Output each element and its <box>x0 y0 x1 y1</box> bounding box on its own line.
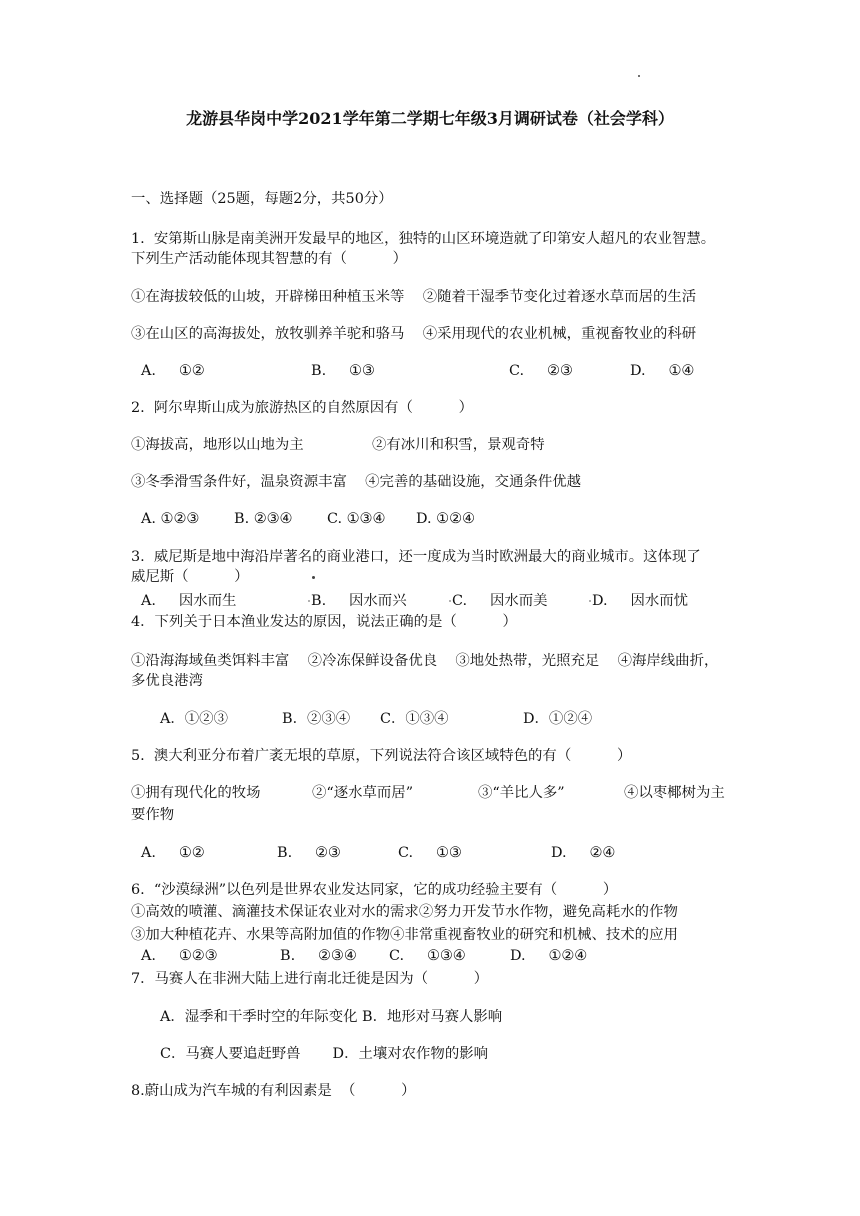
q1-option-c: C. ②③ <box>509 363 573 379</box>
q5-statement-4-cont: 要作物 <box>131 807 175 823</box>
q2-stem: 2. 阿尔卑斯山成为旅游热区的自然原因有（ ） <box>131 400 474 416</box>
q1-statements-1: ①在海拔较低的山坡，开辟梯田种植玉米等 ②随着干湿季节变化过着逐水草而居的生活 <box>131 289 697 305</box>
q4-option-c: C．①③④ <box>380 711 449 727</box>
q2-statement-2: ②有冰川和积雪，景观奇特 <box>372 437 545 453</box>
exam-title: 龙游县华岗中学2021学年第二学期七年级3月调研试卷（社会学科） <box>186 109 674 128</box>
q7-options-1: A．湿季和干季时空的年际变化 B．地形对马赛人影响 <box>160 1009 503 1025</box>
q2-option-c: C. ①③④ <box>327 511 386 527</box>
section-heading: 一、选择题（25题，每题2分，共50分） <box>131 191 393 207</box>
q8-stem: 8.蔚山成为汽车城的有利因素是 （ ） <box>131 1083 416 1099</box>
q7-stem: 7．马赛人在非洲大陆上进行南北迁徙是因为（ ） <box>131 971 489 987</box>
q1-stem-line2: 下列生产活动能体现其智慧的有（ ） <box>131 251 407 267</box>
q6-option-a: A. ①②③ <box>141 948 218 964</box>
page-mark-dot <box>638 75 640 77</box>
q5-statement-3: ③“羊比人多” <box>478 785 565 801</box>
q1-option-b: B. ①③ <box>311 363 375 379</box>
q1-stem-line1: 1. 安第斯山脉是南美洲开发最早的地区，独特的山区环境造就了印第安人超凡的农业智慧。 <box>131 231 716 247</box>
q6-statements-1: ①高效的喷灌、滴灌技术保证农业对水的需求②努力开发节水作物，避免高耗水的作物 <box>131 904 678 920</box>
q4-statements-1: ①沿海海域鱼类饵料丰富 ②冷冻保鲜设备优良 ③地处热带，光照充足 ④海岸线曲折， <box>131 653 719 669</box>
q2-option-a: A. ①②③ <box>141 511 200 527</box>
q4-option-a: A．①②③ <box>160 711 228 727</box>
q4-option-d: D．①②④ <box>523 711 593 727</box>
q6-option-b: B. ②③④ <box>280 948 357 964</box>
q3-stem-line1: 3. 威尼斯是地中海沿岸著名的商业港口，还一度成为当时欧洲最大的商业城市。这体现了 <box>131 549 701 565</box>
q6-option-c: C. ①③④ <box>389 948 466 964</box>
q6-stem: 6. “沙漠绿洲”以色列是世界农业发达同家，它的成功经验主要有（ ） <box>131 882 618 898</box>
q2-statements-3-4: ③冬季滑雪条件好，温泉资源丰富 ④完善的基础设施，交通条件优越 <box>131 474 582 490</box>
q5-statement-1: ①拥有现代化的牧场 <box>131 785 261 801</box>
q2-option-b: B. ②③④ <box>234 511 293 527</box>
q3-option-b: B. 因水而兴 <box>311 593 407 609</box>
q2-option-d: D. ①②④ <box>416 511 475 527</box>
stray-dot <box>308 600 310 602</box>
stray-dot <box>312 576 315 579</box>
stray-dot <box>449 600 451 602</box>
q3-stem-line2: 威尼斯（ ） <box>131 569 249 585</box>
q5-statement-2: ②“逐水草而居” <box>312 785 414 801</box>
q7-options-2: C．马赛人要追赶野兽 D．土壤对农作物的影响 <box>160 1046 488 1062</box>
q3-option-c: C. 因水而美 <box>452 593 548 609</box>
q3-option-a: A. 因水而生 <box>141 593 237 609</box>
q5-stem: 5. 澳大利亚分布着广袤无垠的草原，下列说法符合该区域特色的有（ ） <box>131 748 632 764</box>
q2-statement-1: ①海拔高，地形以山地为主 <box>131 437 304 453</box>
q4-stem: 4．下列关于日本渔业发达的原因，说法正确的是（ ） <box>131 614 517 630</box>
stray-dot <box>589 600 591 602</box>
q1-option-a: A. ①② <box>141 363 205 379</box>
q5-statement-4: ④以枣椰树为主 <box>624 785 725 801</box>
q5-option-c: C. ①③ <box>398 845 462 861</box>
q5-option-d: D. ②④ <box>551 845 616 861</box>
q6-option-d: D. ①②④ <box>510 948 588 964</box>
q4-option-b: B．②③④ <box>282 711 351 727</box>
q1-option-d: D. ①④ <box>630 363 695 379</box>
q3-option-d: D. 因水而忧 <box>592 593 689 609</box>
q5-option-a: A. ①② <box>141 845 205 861</box>
q6-statements-2: ③加大种植花卉、水果等高附加值的作物④非常重视畜牧业的研究和机械、技术的应用 <box>131 927 678 943</box>
q4-statements-2: 多优良港湾 <box>131 673 203 689</box>
q1-statements-2: ③在山区的高海拔处，放牧驯养羊驼和骆马 ④采用现代的农业机械，重视畜牧业的科研 <box>131 326 697 342</box>
q5-option-b: B. ②③ <box>277 845 341 861</box>
